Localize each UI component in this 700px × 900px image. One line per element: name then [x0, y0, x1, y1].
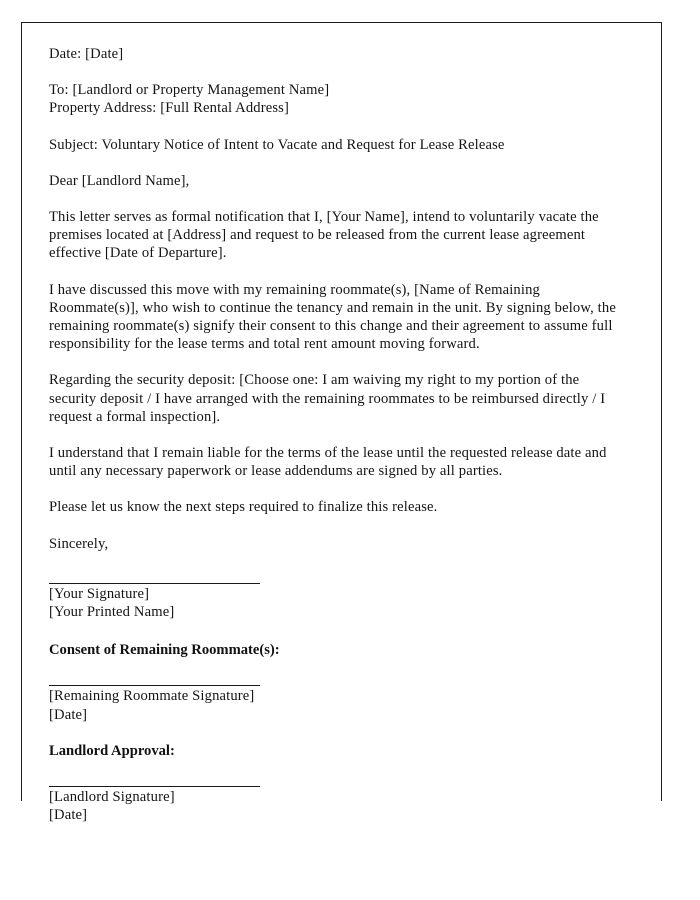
- paragraph-text: I have discussed this move with my remaining roommate(s), [Name of Remaining Roommate(s)], who wish to continue the tenancy and remain in the unit. By signing below, the remaining roommate(s) signify their consent to this change and their agreement to assume full responsibility for the lease terms and total rent amount moving forward.: [49, 281, 616, 353]
- roommate-consent-section: [49, 641, 627, 724]
- subject-block: [49, 136, 627, 154]
- section-spacer: [49, 621, 627, 641]
- subject-line: Subject: Voluntary Notice of Intent to Vacate and Request for Lease Release: [49, 136, 505, 153]
- paragraph-roommates: [49, 281, 627, 354]
- date-line: Date: [Date]: [49, 46, 124, 62]
- signature-spacer: [49, 659, 627, 685]
- paragraph-intent: [49, 208, 627, 263]
- recipient-block: [49, 81, 627, 117]
- paragraph-liability: [49, 444, 627, 480]
- roommate-consent-heading: Consent of Remaining Roommate(s):: [49, 642, 280, 659]
- closing-line: Sincerely,: [49, 535, 109, 552]
- section-spacer: [49, 724, 627, 742]
- roommate-signature-label: [Remaining Roommate Signature]: [49, 688, 255, 705]
- signature-rule: [49, 685, 260, 686]
- roommate-date-label: [Date]: [49, 706, 88, 723]
- salutation-line: Dear [Landlord Name],: [49, 172, 190, 189]
- landlord-signature-label: [Landlord Signature]: [49, 789, 175, 806]
- sender-printed-name-label: [Your Printed Name]: [49, 604, 175, 621]
- salutation-block: [49, 172, 627, 190]
- signature-rule: [49, 786, 260, 787]
- recipient-name-line: To: [Landlord or Property Management Name]: [49, 82, 330, 99]
- paragraph-next-steps: [49, 498, 627, 516]
- document-body: [49, 45, 627, 824]
- paragraph-text: Regarding the security deposit: [Choose one: I am waiving my right to my portion of the security deposit / I have arranged with the remaining roommates to be reimbursed directly / I request a formal inspection].: [49, 372, 606, 425]
- landlord-approval-section: [49, 742, 627, 825]
- property-address-line: Property Address: [Full Rental Address]: [49, 100, 289, 117]
- signature-spacer: [49, 553, 627, 583]
- paragraph-text: I understand that I remain liable for the terms of the lease until the requested release date and until any necessary paperwork or lease addendums are signed by all parties.: [49, 445, 607, 480]
- paragraph-text: This letter serves as formal notification that I, [Your Name], intend to voluntarily vacate the premises located at [Address] and request to be released from the current lease agreement effective [Date of Departure].: [49, 209, 599, 262]
- paragraph-security-deposit: [49, 371, 627, 426]
- closing-block: [49, 535, 627, 553]
- sender-signature-label: [Your Signature]: [49, 585, 150, 602]
- date-block: [49, 45, 627, 63]
- sender-signature-block: [49, 583, 627, 621]
- document-page: [21, 22, 662, 824]
- signature-rule: [49, 583, 260, 584]
- paragraph-text: Please let us know the next steps required to finalize this release.: [49, 499, 438, 516]
- landlord-approval-heading: Landlord Approval:: [49, 742, 175, 759]
- landlord-date-label: [Date]: [49, 807, 88, 824]
- signature-spacer: [49, 760, 627, 786]
